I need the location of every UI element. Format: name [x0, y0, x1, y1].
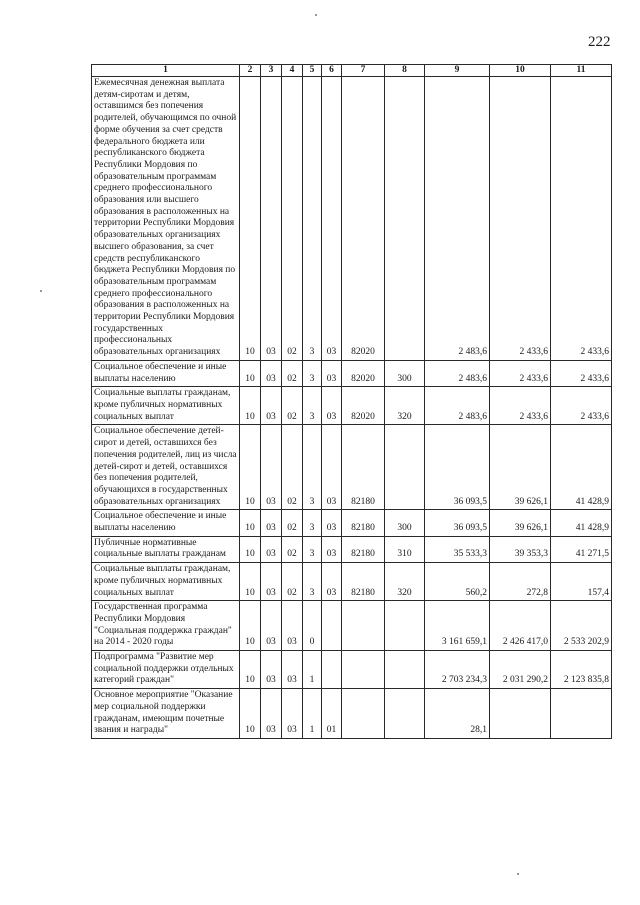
- cell-col-4: 03: [282, 689, 303, 739]
- cell-col-3: 03: [261, 601, 282, 651]
- cell-col-11: 41 428,9: [551, 510, 612, 536]
- cell-col-7: 82180: [342, 510, 385, 536]
- cell-col-10: 39 626,1: [490, 510, 551, 536]
- cell-col-6: [322, 651, 342, 689]
- scan-speck: [315, 14, 317, 16]
- cell-col-2: 10: [240, 601, 261, 651]
- cell-col-10: 272,8: [490, 563, 551, 601]
- table-row: [92, 689, 612, 739]
- cell-col-8: 320: [385, 387, 425, 425]
- cell-col-8: 310: [385, 536, 425, 562]
- cell-col-8: [385, 425, 425, 510]
- cell-col-10: 2 433,6: [490, 77, 551, 361]
- row-name-cell: Социальное обеспечение и иные выплаты населению: [92, 510, 240, 536]
- cell-col-3: 03: [261, 563, 282, 601]
- cell-col-4: 02: [282, 425, 303, 510]
- cell-col-7: [342, 601, 385, 651]
- cell-col-2: 10: [240, 689, 261, 739]
- cell-col-11: 2 433,6: [551, 387, 612, 425]
- cell-col-8: 300: [385, 510, 425, 536]
- cell-col-11: 2 533 202,9: [551, 601, 612, 651]
- row-name-cell: Социальное обеспечение и иные выплаты населению: [92, 360, 240, 386]
- cell-col-8: [385, 651, 425, 689]
- cell-col-6: 03: [322, 536, 342, 562]
- cell-col-4: 02: [282, 563, 303, 601]
- row-name-cell: Социальные выплаты гражданам, кроме публичных нормативных социальных выплат: [92, 563, 240, 601]
- header-col-3: 3: [261, 65, 282, 77]
- table-header-row: [92, 65, 612, 77]
- cell-col-3: 03: [261, 360, 282, 386]
- cell-col-5: 3: [303, 425, 322, 510]
- cell-col-9: 35 533,3: [425, 536, 490, 562]
- header-col-11: 11: [551, 65, 612, 77]
- cell-col-11: 41 428,9: [551, 425, 612, 510]
- header-col-8: 8: [385, 65, 425, 77]
- cell-col-5: 1: [303, 689, 322, 739]
- header-col-6: 6: [322, 65, 342, 77]
- cell-col-6: 03: [322, 510, 342, 536]
- table-row: [92, 536, 612, 562]
- table-row: [92, 510, 612, 536]
- cell-col-6: [322, 601, 342, 651]
- cell-col-9: 3 161 659,1: [425, 601, 490, 651]
- cell-col-7: 82020: [342, 387, 385, 425]
- cell-col-4: 02: [282, 536, 303, 562]
- cell-col-10: 39 353,3: [490, 536, 551, 562]
- row-name-cell: Подпрограмма "Развитие мер социальной поддержки отдельных категорий граждан": [92, 651, 240, 689]
- cell-col-3: 03: [261, 425, 282, 510]
- cell-col-7: 82180: [342, 563, 385, 601]
- cell-col-2: 10: [240, 425, 261, 510]
- cell-col-8: [385, 77, 425, 361]
- table-row: [92, 425, 612, 510]
- cell-col-10: 39 626,1: [490, 425, 551, 510]
- cell-col-7: 82020: [342, 77, 385, 361]
- header-col-10: 10: [490, 65, 551, 77]
- table-row: [92, 563, 612, 601]
- header-col-4: 4: [282, 65, 303, 77]
- cell-col-2: 10: [240, 77, 261, 361]
- cell-col-9: 560,2: [425, 563, 490, 601]
- cell-col-5: 0: [303, 601, 322, 651]
- cell-col-11: 2 123 835,8: [551, 651, 612, 689]
- cell-col-8: [385, 689, 425, 739]
- row-name-cell: Ежемесячная денежная выплата детям-сиротам и детям, оставшимся без попечения родителей, обучающимся по очной форме обучения за счет средств федерального бюджета или республиканского бюджета Республики Мордовия по образовательным программам среднего профессионального образования или высшего образования в расположенных на территории Республики Мордовия образовательных организациях высшего образования, за счет средств республиканского бюджета Республики Мордовия по образовательным программам среднего профессионального образования в расположенных на территории Республики Мордовия государственных профессиональных образовательных организациях: [92, 77, 240, 361]
- header-col-5: 5: [303, 65, 322, 77]
- header-col-2: 2: [240, 65, 261, 77]
- cell-col-7: 82180: [342, 536, 385, 562]
- row-name-cell: Публичные нормативные социальные выплаты гражданам: [92, 536, 240, 562]
- cell-col-2: 10: [240, 651, 261, 689]
- budget-table: [91, 64, 612, 739]
- cell-col-9: 2 483,6: [425, 360, 490, 386]
- cell-col-9: 2 483,6: [425, 387, 490, 425]
- cell-col-3: 03: [261, 536, 282, 562]
- cell-col-7: 82180: [342, 425, 385, 510]
- cell-col-3: 03: [261, 77, 282, 361]
- cell-col-6: 03: [322, 77, 342, 361]
- cell-col-9: 2 483,6: [425, 77, 490, 361]
- cell-col-6: 03: [322, 425, 342, 510]
- cell-col-11: 41 271,5: [551, 536, 612, 562]
- cell-col-6: 03: [322, 563, 342, 601]
- table-row: [92, 360, 612, 386]
- cell-col-4: 02: [282, 77, 303, 361]
- cell-col-11: 157,4: [551, 563, 612, 601]
- cell-col-2: 10: [240, 360, 261, 386]
- row-name-cell: Социальные выплаты гражданам, кроме публичных нормативных социальных выплат: [92, 387, 240, 425]
- cell-col-7: 82020: [342, 360, 385, 386]
- cell-col-5: 3: [303, 536, 322, 562]
- cell-col-6: 03: [322, 387, 342, 425]
- cell-col-7: [342, 689, 385, 739]
- header-col-1: 1: [92, 65, 240, 77]
- cell-col-3: 03: [261, 387, 282, 425]
- header-col-7: 7: [342, 65, 385, 77]
- cell-col-11: 2 433,6: [551, 360, 612, 386]
- cell-col-2: 10: [240, 536, 261, 562]
- cell-col-8: 320: [385, 563, 425, 601]
- cell-col-5: 3: [303, 360, 322, 386]
- cell-col-10: 2 433,6: [490, 387, 551, 425]
- header-col-9: 9: [425, 65, 490, 77]
- row-name-cell: Государственная программа Республики Мордовия "Социальная поддержка граждан" на 2014 - 2020 годы: [92, 601, 240, 651]
- cell-col-10: [490, 689, 551, 739]
- cell-col-9: 36 093,5: [425, 510, 490, 536]
- cell-col-5: 3: [303, 510, 322, 536]
- cell-col-7: [342, 651, 385, 689]
- cell-col-10: 2 433,6: [490, 360, 551, 386]
- scan-speck: [517, 873, 519, 875]
- cell-col-9: 2 703 234,3: [425, 651, 490, 689]
- cell-col-5: 3: [303, 387, 322, 425]
- cell-col-4: 03: [282, 601, 303, 651]
- cell-col-11: 2 433,6: [551, 77, 612, 361]
- cell-col-2: 10: [240, 510, 261, 536]
- cell-col-2: 10: [240, 387, 261, 425]
- cell-col-8: [385, 601, 425, 651]
- cell-col-3: 03: [261, 651, 282, 689]
- cell-col-4: 03: [282, 651, 303, 689]
- cell-col-10: 2 031 290,2: [490, 651, 551, 689]
- cell-col-5: 1: [303, 651, 322, 689]
- table-row: [92, 387, 612, 425]
- cell-col-6: 01: [322, 689, 342, 739]
- cell-col-4: 02: [282, 510, 303, 536]
- cell-col-8: 300: [385, 360, 425, 386]
- table-row: [92, 77, 612, 361]
- table-row: [92, 601, 612, 651]
- scan-speck: [40, 290, 42, 292]
- cell-col-9: 28,1: [425, 689, 490, 739]
- cell-col-11: [551, 689, 612, 739]
- page-number: 222: [588, 34, 611, 50]
- cell-col-3: 03: [261, 510, 282, 536]
- table-row: [92, 651, 612, 689]
- cell-col-5: 3: [303, 77, 322, 361]
- cell-col-10: 2 426 417,0: [490, 601, 551, 651]
- cell-col-9: 36 093,5: [425, 425, 490, 510]
- cell-col-3: 03: [261, 689, 282, 739]
- cell-col-6: 03: [322, 360, 342, 386]
- cell-col-2: 10: [240, 563, 261, 601]
- cell-col-4: 02: [282, 387, 303, 425]
- row-name-cell: Основное мероприятие "Оказание мер социальной поддержки гражданам, имеющим почетные звания и награды": [92, 689, 240, 739]
- cell-col-4: 02: [282, 360, 303, 386]
- cell-col-5: 3: [303, 563, 322, 601]
- row-name-cell: Социальное обеспечение детей-сирот и детей, оставшихся без попечения родителей, лиц из числа детей-сирот и детей, оставшихся без попечения родителей, обучающихся в государственных образовательных организациях: [92, 425, 240, 510]
